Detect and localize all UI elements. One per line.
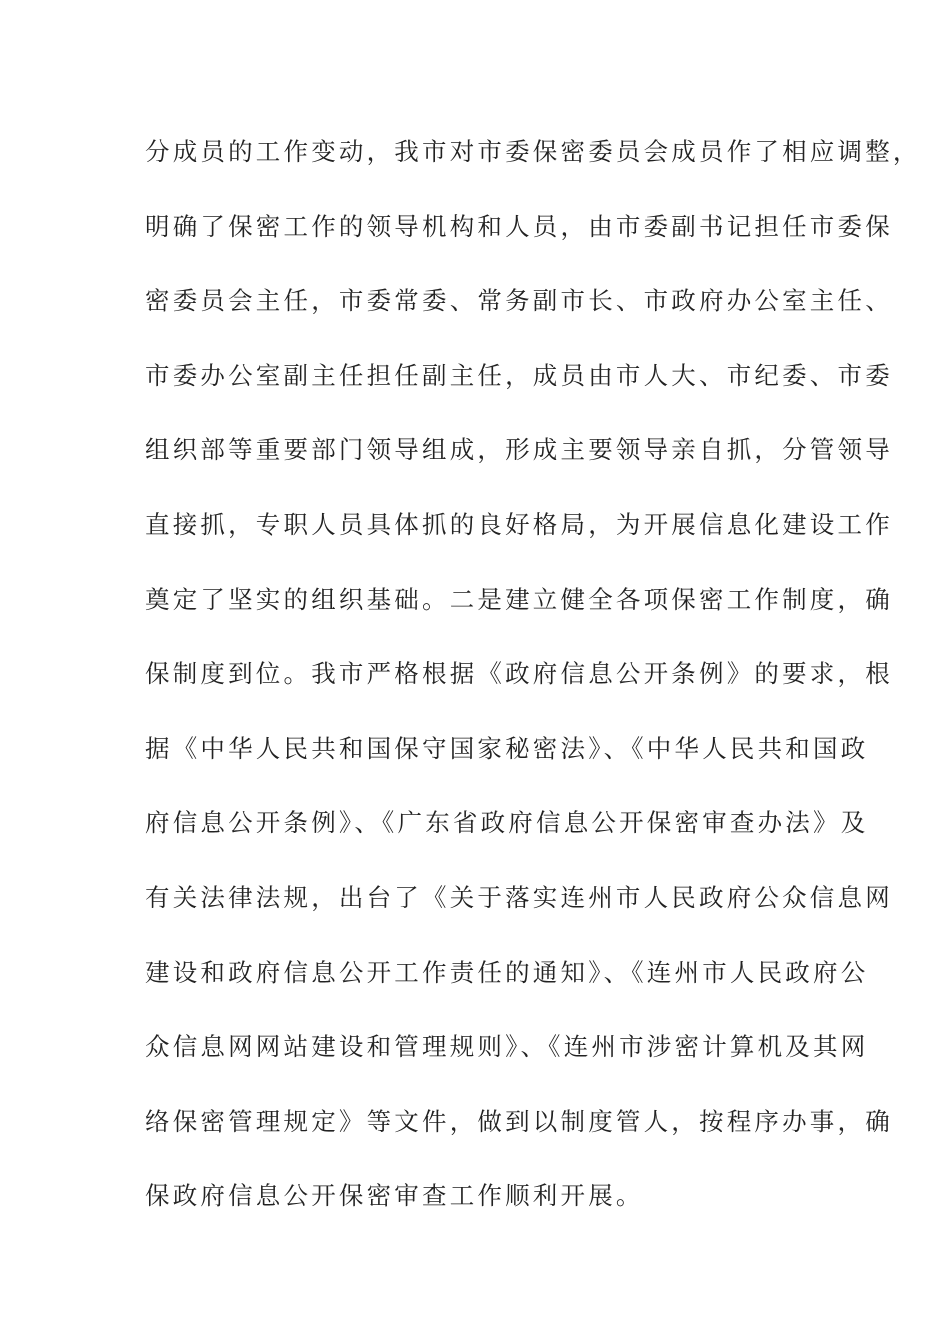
text-line: 建设和政府信息公开工作责任的通知》、《连州市人民政府公 <box>145 957 869 987</box>
text-line: 组织部等重要部门领导组成，形成主要领导亲自抓，分管领导 <box>145 435 893 465</box>
text-line: 明确了保密工作的领导机构和人员，由市委副书记担任市委保 <box>145 211 893 241</box>
text-line: 直接抓，专职人员具体抓的良好格局，为开展信息化建设工作 <box>145 509 893 539</box>
text-line: 有关法律法规，出台了《关于落实连州市人民政府公众信息网 <box>145 882 893 912</box>
text-line: 分成员的工作变动，我市对市委保密委员会成员作了相应调整， <box>145 137 921 166</box>
text-line: 市委办公室副主任担任副主任，成员由市人大、市纪委、市委 <box>145 360 893 390</box>
text-line: 络保密管理规定》等文件，做到以制度管人，按程序办事，确 <box>145 1106 893 1136</box>
text-line: 府信息公开条例》、《广东省政府信息公开保密审查办法》及 <box>145 808 869 838</box>
text-line: 奠定了坚实的组织基础。二是建立健全各项保密工作制度，确 <box>145 584 893 614</box>
text-line: 保制度到位。我市严格根据《政府信息公开条例》的要求，根 <box>145 659 893 689</box>
text-line: 保政府信息公开保密审查工作顺利开展。 <box>145 1181 644 1211</box>
body-paragraph <box>145 128 921 1247</box>
text-line: 众信息网网站建设和管理规则》、《连州市涉密计算机及其网 <box>145 1032 869 1062</box>
text-line: 据《中华人民共和国保守国家秘密法》、《中华人民共和国政 <box>145 733 869 763</box>
text-line: 密委员会主任，市委常委、常务副市长、市政府办公室主任、 <box>145 286 893 316</box>
